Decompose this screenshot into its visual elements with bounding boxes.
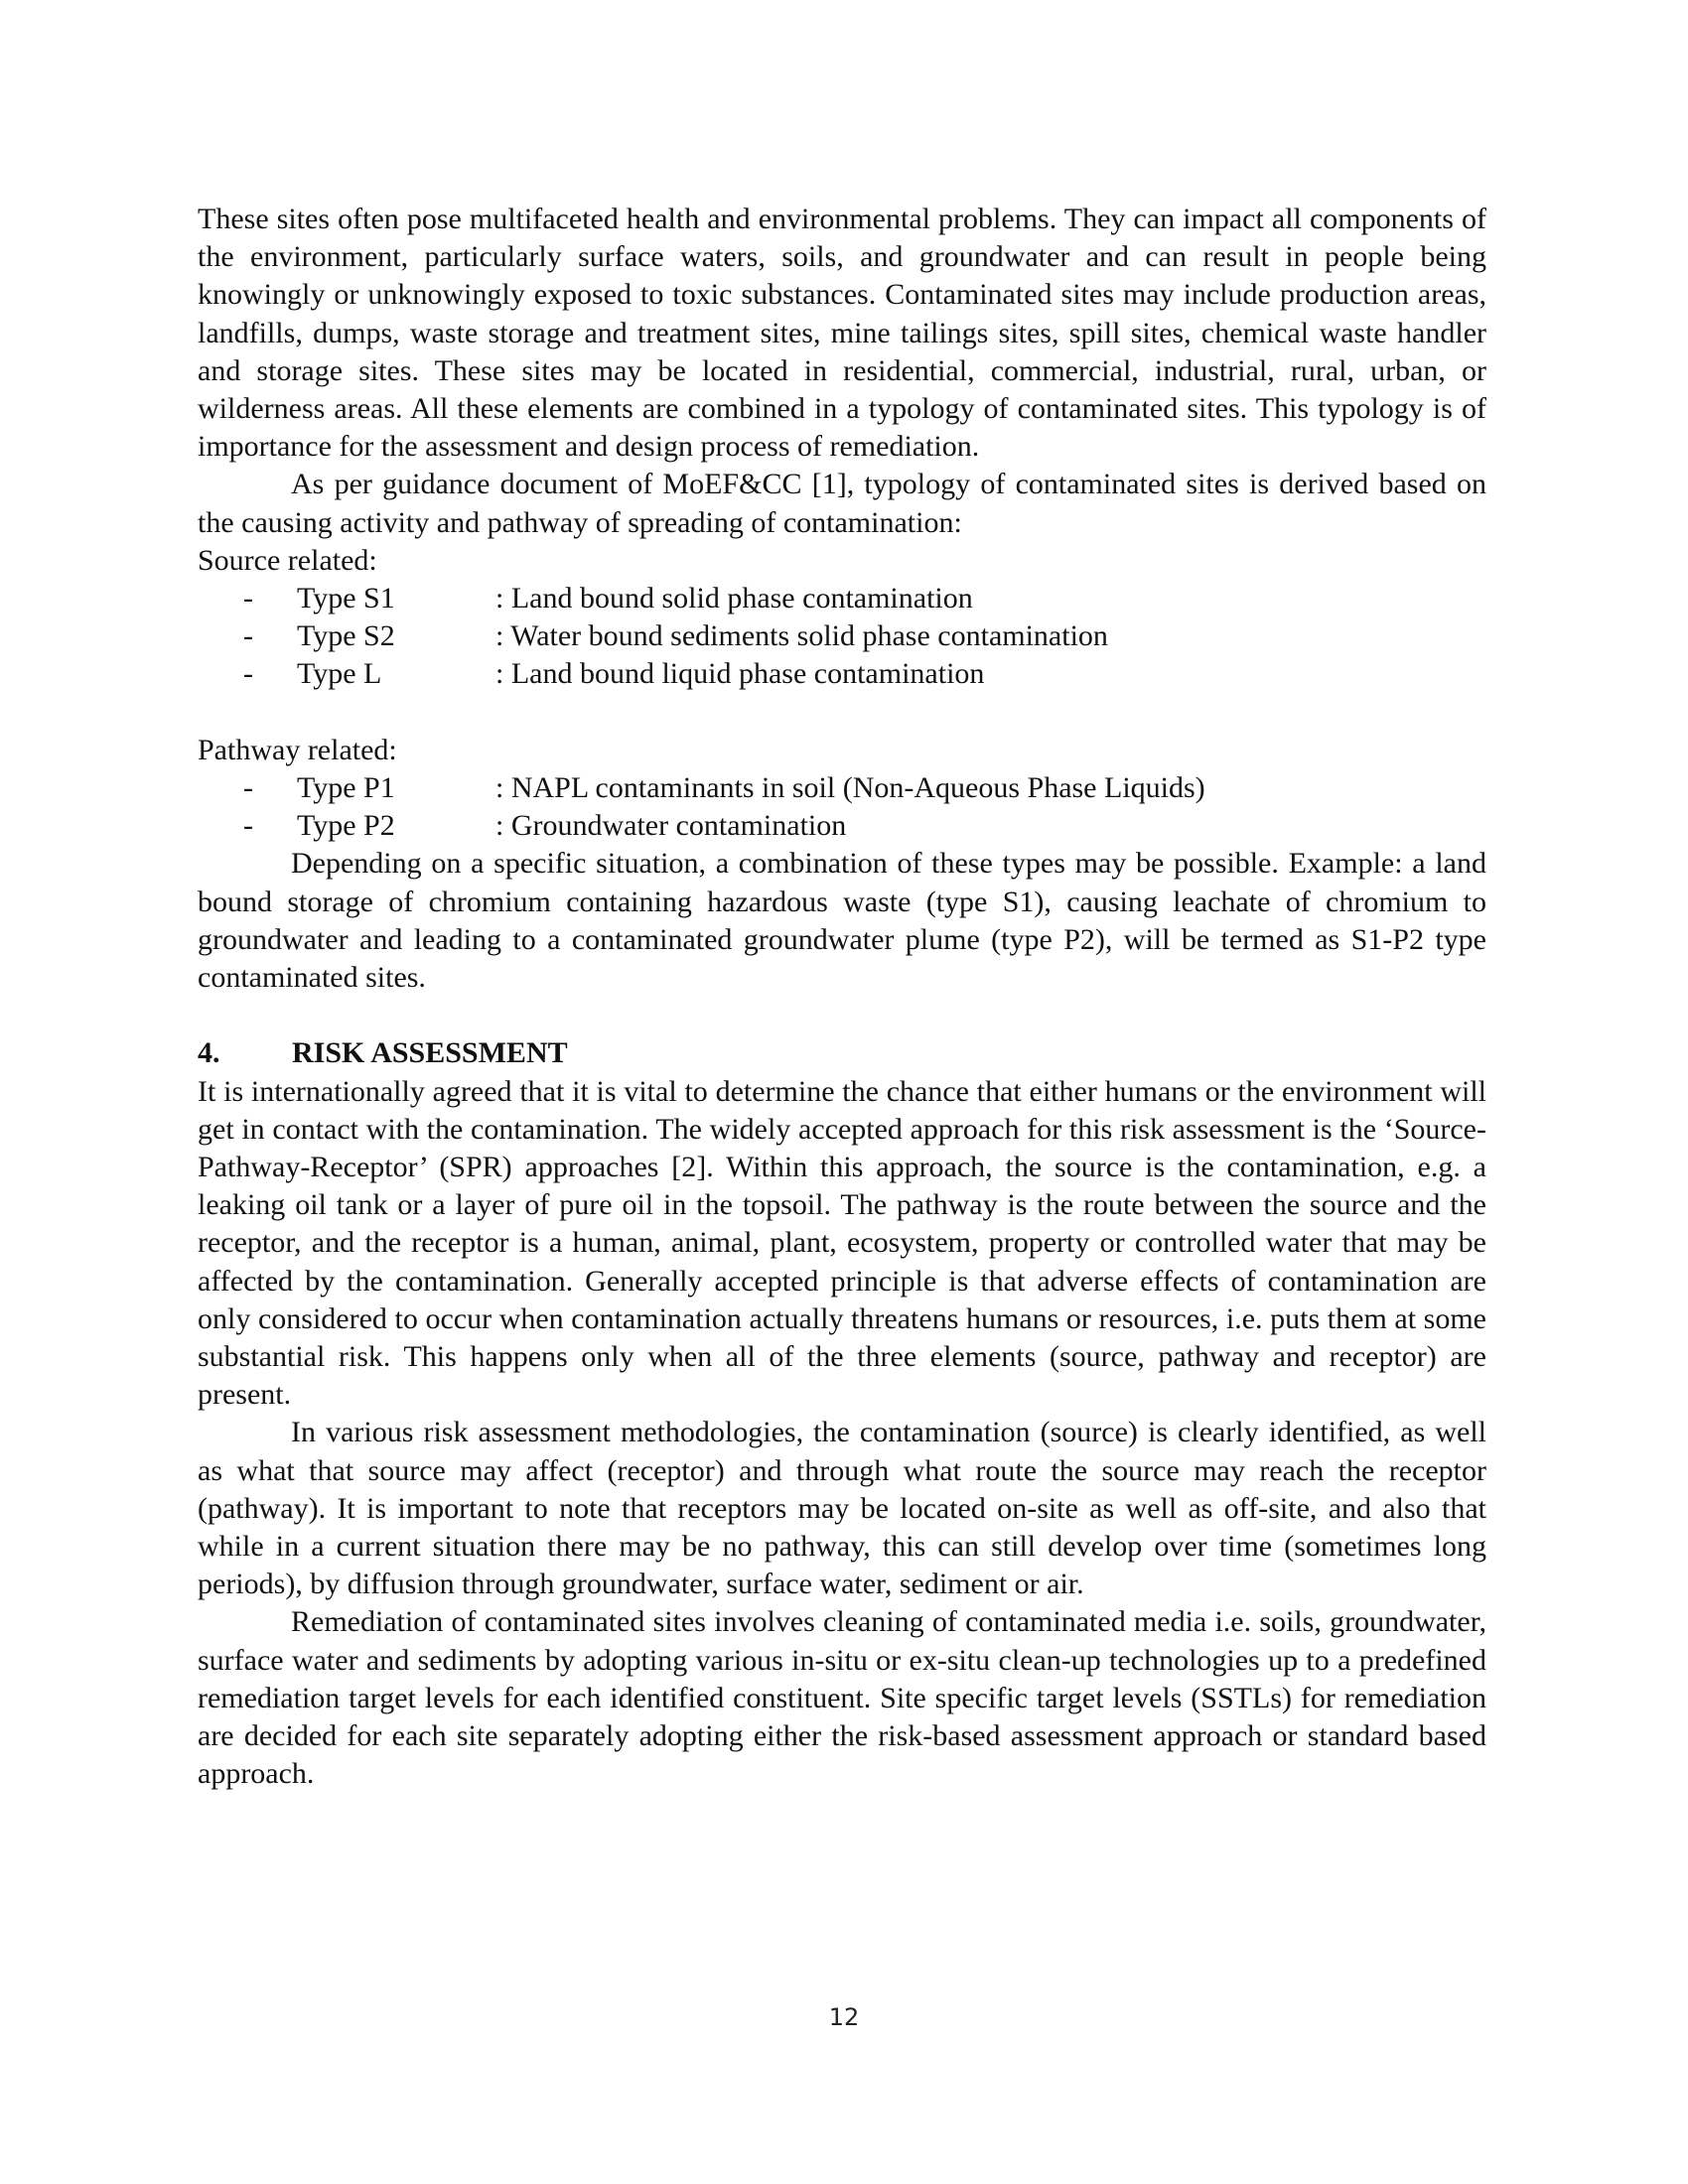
list-item <box>198 655 1486 693</box>
paragraph: Remediation of contaminated sites involves cleaning of contaminated media i.e. soils, groundwater, surface water and sediments by adopting various in-situ or ex-situ clean-up technologies up to a predefined remediation target levels for each identified constituent. Site specific target levels (SSTLs) for remediation are decided for each site separately adopting either the risk-based assessment approach or standard based approach. <box>198 1605 1486 1791</box>
blank-line <box>198 997 1486 1034</box>
page-number: 12 <box>828 2003 860 2031</box>
paragraph: Depending on a specific situation, a combination of these types may be possible. Example: a land bound storage of chromium containing hazardous waste (type S1), causing leachate of chromium to groundwater and leading to a contaminated groundwater plume (type P2), will be termed as S1-P2 type contaminated sites. <box>198 847 1486 994</box>
list-item-type: Type P2 <box>297 809 395 843</box>
list-item-description: : Land bound liquid phase contamination <box>495 657 985 691</box>
source-related-list <box>198 580 1486 694</box>
list-dash: - <box>243 809 253 843</box>
page-content <box>198 201 1486 1793</box>
list-dash: - <box>243 619 253 653</box>
blank-line <box>198 694 1486 732</box>
list-item-description: : Water bound sediments solid phase contamination <box>495 619 1108 653</box>
pathway-related-label: Pathway related: <box>198 733 397 766</box>
list-item <box>198 617 1486 655</box>
section-title: RISK ASSESSMENT <box>292 1036 568 1070</box>
section-number: 4. <box>198 1036 220 1070</box>
list-item <box>198 807 1486 845</box>
list-item-type: Type S1 <box>297 582 395 615</box>
paragraph: It is internationally agreed that it is vital to determine the chance that either humans or the environment will get in contact with the contamination. The widely accepted approach for this risk assessment is the ‘Source-Pathway-Receptor’ (SPR) approaches [2]. Within this approach, the source is the contamination, e.g. a leaking oil tank or a layer of pure oil in the topsoil. The pathway is the route between the source and the receptor, and the receptor is a human, animal, plant, ecosystem, property or controlled water that may be affected by the contamination. Generally accepted principle is that adverse effects of contamination are only considered to occur when contamination actually threatens humans or resources, i.e. puts them at some substantial risk. This happens only when all of the three elements (source, pathway and receptor) are present. <box>198 1074 1486 1412</box>
paragraph: In various risk assessment methodologies, the contamination (source) is clearly identified, as well as what that source may affect (receptor) and through what route the source may reach the receptor (pathway). It is important to note that receptors may be located on-site as well as off-site, and also that while in a current situation there may be no pathway, this can still develop over time (sometimes long periods), by diffusion through groundwater, surface water, sediment or air. <box>198 1416 1486 1601</box>
list-item-type: Type S2 <box>297 619 395 653</box>
list-item-description: : Groundwater contamination <box>495 809 847 843</box>
list-item-type: Type L <box>297 657 382 691</box>
section-heading <box>198 1034 1486 1072</box>
list-dash: - <box>243 582 253 615</box>
paragraph: These sites often pose multifaceted health and environmental problems. They can impact all components of the environment, particularly surface waters, soils, and groundwater and can result in people being knowingly or unknowingly exposed to toxic substances. Contaminated sites may include production areas, landfills, dumps, waste storage and treatment sites, mine tailings sites, spill sites, chemical waste handler and storage sites. These sites may be located in residential, commercial, industrial, rural, urban, or wilderness areas. All these elements are combined in a typology of contaminated sites. This typology is of importance for the assessment and design process of remediation. <box>198 203 1486 464</box>
list-dash: - <box>243 657 253 691</box>
list-item <box>198 580 1486 617</box>
pathway-related-list <box>198 769 1486 845</box>
list-item <box>198 769 1486 807</box>
paragraph: As per guidance document of MoEF&CC [1], typology of contaminated sites is derived based on the causing activity and pathway of spreading of contamination: <box>198 468 1486 539</box>
list-dash: - <box>243 770 253 804</box>
list-item-description: : Land bound solid phase contamination <box>495 582 973 615</box>
source-related-label: Source related: <box>198 543 377 577</box>
list-item-type: Type P1 <box>297 770 395 804</box>
list-item-description: : NAPL contaminants in soil (Non-Aqueous Phase Liquids) <box>495 770 1205 804</box>
